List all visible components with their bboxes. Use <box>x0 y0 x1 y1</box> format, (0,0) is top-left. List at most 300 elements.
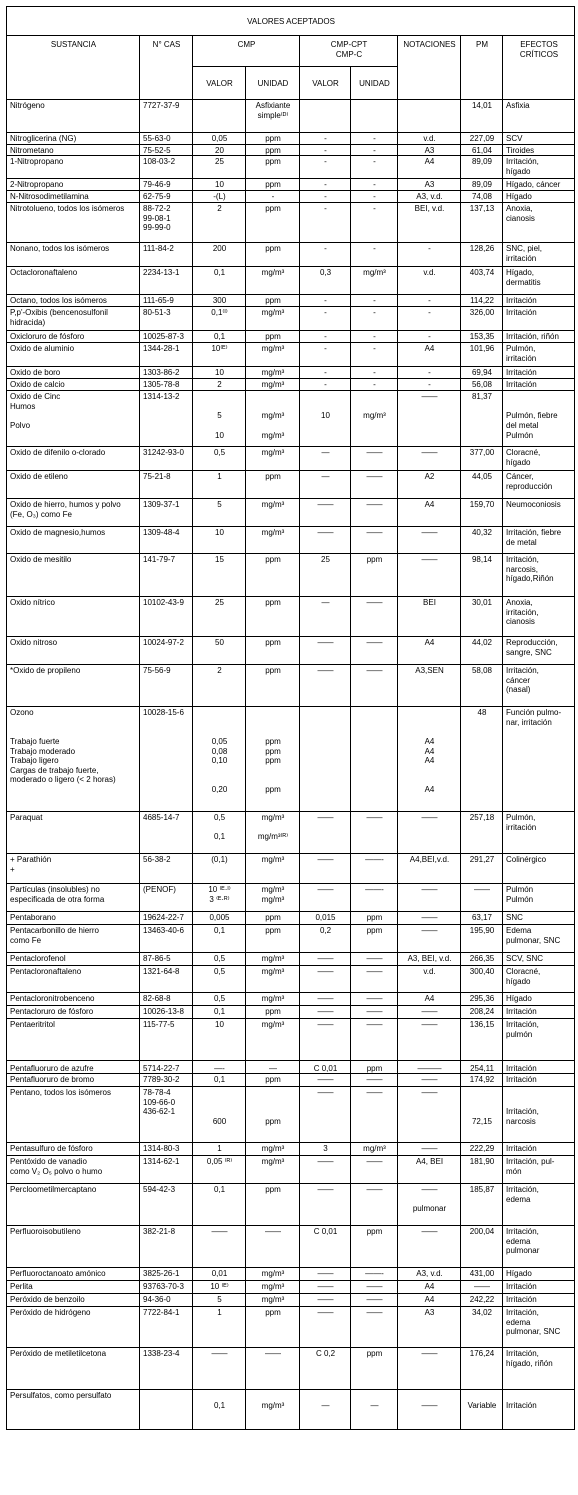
cell-pm: 89,09 <box>461 179 503 191</box>
cell-cas: 1314-62-1 <box>140 1156 193 1184</box>
cell-cas: 7727-37-9 <box>140 100 193 133</box>
cell-cmp-unidad: mg/m³ mg/m³ <box>246 884 300 912</box>
cell-cmp-unidad: ppm <box>246 912 300 925</box>
table-row <box>7 1294 575 1307</box>
cell-sustancia: Pentóxido de vanadio como V₂ O₅ polvo o humo <box>7 1156 140 1184</box>
cell-cas: 10025-87-3 <box>140 331 193 343</box>
cell-cas: 7789-30-2 <box>140 1074 193 1087</box>
cell-cmp-valor: 5 <box>193 1294 246 1307</box>
cell-cpt-unidad: - <box>351 203 398 243</box>
cell-pm: 30,01 <box>461 597 503 637</box>
cell-cas: 55-63-0 <box>140 133 193 145</box>
table-row <box>7 295 575 307</box>
cell-sustancia: Oxido de hierro, humos y polvo (Fe, O₃) como Fe <box>7 499 140 527</box>
cell-sustancia: Perfluoroctanoato amónico <box>7 1268 140 1281</box>
cell-notaciones: A4 <box>398 499 461 527</box>
cell-pm: 101,96 <box>461 343 503 367</box>
cell-cpt-valor: - <box>300 379 351 391</box>
cell-cmp-unidad: mg/m³ <box>246 1390 300 1430</box>
cell-cmp-unidad: mg/m³ <box>246 307 300 331</box>
cell-efectos: Irritación, pulmón <box>503 1019 575 1061</box>
cell-pm: 257,18 <box>461 812 503 854</box>
cell-efectos: Irritación <box>503 1281 575 1294</box>
cell-efectos: Neumoconiosis <box>503 499 575 527</box>
cell-cmp-valor: 0,05 <box>193 133 246 145</box>
cell-sustancia: Nitrógeno <box>7 100 140 133</box>
cell-cpt-unidad: ppm <box>351 554 398 597</box>
cell-cmp-unidad: ppm <box>246 144 300 156</box>
cell-efectos: Irritación <box>503 295 575 307</box>
cell-cas: 56-38-2 <box>140 854 193 884</box>
cell-cmp-valor: 10 <box>193 179 246 191</box>
cell-cmp-valor: 0,1 <box>193 331 246 343</box>
cell-cmp-unidad: mg/m³ <box>246 367 300 379</box>
table-row <box>7 527 575 554</box>
cell-cas: 141-79-7 <box>140 554 193 597</box>
cell-efectos: SNC <box>503 912 575 925</box>
cell-notaciones: A3,SEN <box>398 665 461 707</box>
cell-cmp-unidad: ppm <box>246 1087 300 1143</box>
cell-cpt-unidad: —— <box>351 812 398 854</box>
cell-notaciones: —— <box>398 912 461 925</box>
table-row <box>7 554 575 597</box>
cell-notaciones: A4 <box>398 637 461 665</box>
cell-cas: 19624-22-7 <box>140 912 193 925</box>
cell-cmp-valor: 200 <box>193 243 246 267</box>
cell-cpt-valor <box>300 100 351 133</box>
cell-cmp-valor: 2 <box>193 203 246 243</box>
cell-cmp-valor: 50 <box>193 637 246 665</box>
cell-cmp-unidad: mg/m³ <box>246 1143 300 1156</box>
cell-cmp-valor: —- <box>193 1061 246 1074</box>
cell-efectos: Cáncer, reproducción <box>503 471 575 499</box>
cell-cpt-valor: —— <box>300 499 351 527</box>
cell-cmp-valor: —— <box>193 1348 246 1390</box>
cell-cas: 94-36-0 <box>140 1294 193 1307</box>
cell-cmp-unidad: mg/m³ <box>246 499 300 527</box>
cell-cpt-unidad: —— <box>351 993 398 1006</box>
cell-notaciones: - <box>398 307 461 331</box>
cell-cpt-unidad: —— <box>351 471 398 499</box>
cell-cas: 1344-28-1 <box>140 343 193 367</box>
cell-sustancia: Pentaeritritol <box>7 1019 140 1061</box>
cell-cpt-valor: —— <box>300 1087 351 1143</box>
cell-cpt-unidad: ppm <box>351 925 398 953</box>
cell-sustancia: 2-Nitropropano <box>7 179 140 191</box>
cell-cmp-valor: 0,5 <box>193 966 246 993</box>
cell-sustancia: Oxido de aluminio <box>7 343 140 367</box>
header-cmp-cpt: CMP-CPT CMP-C <box>300 36 398 67</box>
cell-notaciones: —— <box>398 1390 461 1430</box>
cell-sustancia: Pentacloronaftaleno <box>7 966 140 993</box>
cell-efectos: Irritación, pul- món <box>503 1156 575 1184</box>
cell-cmp-unidad: ppm <box>246 597 300 637</box>
table-row <box>7 267 575 295</box>
cell-cmp-unidad: ppm ppm ppm ppm <box>246 707 300 812</box>
cell-cmp-unidad: Asfixiante simple⁽ᴰ⁾ <box>246 100 300 133</box>
cell-cmp-valor: 10 <box>193 1019 246 1061</box>
cell-cmp-valor: 0,05 ⁽ᴿ⁾ <box>193 1156 246 1184</box>
cell-notaciones: —— <box>398 884 461 912</box>
cell-cmp-valor: 10⁽ᴱ⁾ <box>193 343 246 367</box>
cell-sustancia: Pentacloruro de fósforo <box>7 1006 140 1019</box>
cell-cmp-valor: 2 <box>193 665 246 707</box>
cell-cmp-unidad: — <box>246 1061 300 1074</box>
cell-sustancia: Octano, todos los isómeros <box>7 295 140 307</box>
cell-efectos: Irritación, narcosis <box>503 1087 575 1143</box>
cell-cas: 594-42-3 <box>140 1184 193 1226</box>
cell-cpt-unidad: - <box>351 191 398 203</box>
cell-cpt-valor: - <box>300 156 351 179</box>
cell-efectos: Pulmón Pulmón <box>503 884 575 912</box>
cell-pm: 61,04 <box>461 144 503 156</box>
cell-cpt-valor: —— <box>300 1307 351 1348</box>
cell-cmp-valor: 0,1⁽ᴵ⁾ <box>193 307 246 331</box>
cell-cpt-unidad: — <box>351 1390 398 1430</box>
cell-efectos: Colinérgico <box>503 854 575 884</box>
cell-pm: 242,22 <box>461 1294 503 1307</box>
cell-cpt-unidad: —— <box>351 665 398 707</box>
table-row <box>7 1226 575 1268</box>
table-row <box>7 144 575 156</box>
cell-notaciones: —— <box>398 1143 461 1156</box>
cell-cpt-unidad: —— <box>351 1294 398 1307</box>
cell-cas: 1321-64-8 <box>140 966 193 993</box>
cell-pm: 295,36 <box>461 993 503 1006</box>
cell-cmp-valor: (0,1) <box>193 854 246 884</box>
cell-cpt-valor: —— <box>300 1268 351 1281</box>
cell-cpt-unidad: - <box>351 331 398 343</box>
cell-pm: 195,90 <box>461 925 503 953</box>
cell-cmp-valor: 0,01 <box>193 1268 246 1281</box>
cell-cpt-unidad: - <box>351 307 398 331</box>
cell-pm: 48 <box>461 707 503 812</box>
cell-notaciones: A2 <box>398 471 461 499</box>
cell-sustancia: Pentaclorofenol <box>7 953 140 966</box>
table-row <box>7 912 575 925</box>
cell-notaciones: - <box>398 331 461 343</box>
document <box>6 6 574 1430</box>
table-row <box>7 191 575 203</box>
table-row <box>7 179 575 191</box>
cell-cmp-valor: 600 <box>193 1087 246 1143</box>
cell-cpt-valor <box>300 707 351 812</box>
cell-cas: 10026-13-8 <box>140 1006 193 1019</box>
cell-efectos: Hígado, dermatitis <box>503 267 575 295</box>
cell-efectos: Irritación, edema pulmonar <box>503 1226 575 1268</box>
cell-efectos: Irritación <box>503 1061 575 1074</box>
cell-sustancia: Oxido de etileno <box>7 471 140 499</box>
cell-efectos: Hígado <box>503 1268 575 1281</box>
cell-pm: 74,08 <box>461 191 503 203</box>
cell-pm: 14,01 <box>461 100 503 133</box>
cell-cas: 31242-93-0 <box>140 447 193 471</box>
table-row <box>7 1019 575 1061</box>
cell-cmp-unidad: ppm <box>246 331 300 343</box>
table-row <box>7 471 575 499</box>
header-efectos: EFECTOS CRÍTICOS <box>503 36 575 100</box>
cell-sustancia: Persulfatos, como persulfato <box>7 1390 140 1430</box>
table-row <box>7 100 575 133</box>
cell-cas: 75-52-5 <box>140 144 193 156</box>
cell-notaciones: —— <box>398 1226 461 1268</box>
cell-cas: 75-21-8 <box>140 471 193 499</box>
table-row <box>7 665 575 707</box>
cell-efectos: Irritación <box>503 307 575 331</box>
cell-cpt-unidad: —— <box>351 1087 398 1143</box>
cell-cas: 1309-48-4 <box>140 527 193 554</box>
cell-cas: (PENOF) <box>140 884 193 912</box>
cell-cas: 1309-37-1 <box>140 499 193 527</box>
cell-cpt-valor: —— <box>300 953 351 966</box>
table-row <box>7 1348 575 1390</box>
table-row <box>7 597 575 637</box>
cell-notaciones: - <box>398 295 461 307</box>
header-valor-2: VALOR <box>300 67 351 100</box>
cell-sustancia: + Parathión + <box>7 854 140 884</box>
cell-notaciones: - <box>398 367 461 379</box>
cell-cmp-unidad: mg/m³ <box>246 447 300 471</box>
cell-cmp-valor: 10 <box>193 367 246 379</box>
cell-pm: 40,32 <box>461 527 503 554</box>
cell-cpt-unidad: ppm <box>351 1226 398 1268</box>
cell-cmp-unidad: mg/m³ mg/m³ <box>246 391 300 447</box>
cell-cpt-valor: C 0,01 <box>300 1061 351 1074</box>
cell-cmp-unidad: mg/m³ <box>246 343 300 367</box>
cell-cmp-valor: 0,05 0,08 0,10 0,20 <box>193 707 246 812</box>
cell-efectos: Reproducción, sangre, SNC <box>503 637 575 665</box>
cell-cas: 5714-22-7 <box>140 1061 193 1074</box>
cell-efectos: Asfixia <box>503 100 575 133</box>
cell-cpt-unidad <box>351 707 398 812</box>
cell-pm: 300,40 <box>461 966 503 993</box>
cell-notaciones: A3 <box>398 1307 461 1348</box>
cell-cpt-valor: - <box>300 203 351 243</box>
cell-pm: 326,00 <box>461 307 503 331</box>
cell-cpt-valor: 10 <box>300 391 351 447</box>
cell-pm: Variable <box>461 1390 503 1430</box>
cell-sustancia: P,p'-Oxibis (bencenosulfonil hidracida) <box>7 307 140 331</box>
cell-sustancia: N-Nitrosodimetilamina <box>7 191 140 203</box>
cell-efectos: Irritación, hígado, riñón <box>503 1348 575 1390</box>
cell-pm: 181,90 <box>461 1156 503 1184</box>
cell-pm: 58,08 <box>461 665 503 707</box>
cell-notaciones: v.d. <box>398 966 461 993</box>
table-row <box>7 243 575 267</box>
cell-pm: 227,09 <box>461 133 503 145</box>
cell-notaciones <box>398 100 461 133</box>
cell-efectos: Función pulmo- nar, irritación <box>503 707 575 812</box>
cell-cmp-valor: 0,5 <box>193 447 246 471</box>
cell-pm: 377,00 <box>461 447 503 471</box>
cell-notaciones: A4 A4 A4 A4 <box>398 707 461 812</box>
cell-pm: 266,35 <box>461 953 503 966</box>
cell-sustancia: Nitrotolueno, todos los isómeros <box>7 203 140 243</box>
cell-pm: 98,14 <box>461 554 503 597</box>
cell-pm: 44,02 <box>461 637 503 665</box>
cell-efectos: Anoxia, irritación, cianosis <box>503 597 575 637</box>
cell-cpt-unidad: - <box>351 133 398 145</box>
cell-cpt-valor: - <box>300 133 351 145</box>
cell-notaciones: - <box>398 379 461 391</box>
cell-pm: —— <box>461 1281 503 1294</box>
cell-cas <box>140 1390 193 1430</box>
header-unidad: UNIDAD <box>246 67 300 100</box>
cell-sustancia: Octacloronaftaleno <box>7 267 140 295</box>
cell-cpt-valor: —— <box>300 1019 351 1061</box>
cell-cmp-unidad: mg/m³ <box>246 953 300 966</box>
cell-notaciones: —— <box>398 1087 461 1143</box>
cell-cpt-valor: - <box>300 331 351 343</box>
cell-cmp-unidad: ppm <box>246 471 300 499</box>
table-row <box>7 1390 575 1430</box>
cell-cmp-valor: 1 <box>193 1307 246 1348</box>
table-row <box>7 884 575 912</box>
cell-sustancia: Peróxido de hidrógeno <box>7 1307 140 1348</box>
cell-efectos: Irritación, edema <box>503 1184 575 1226</box>
cell-cpt-valor: - <box>300 191 351 203</box>
cell-cpt-valor: - <box>300 144 351 156</box>
cell-cpt-unidad: - <box>351 144 398 156</box>
cell-cas: 10102-43-9 <box>140 597 193 637</box>
cell-cpt-unidad: - <box>351 367 398 379</box>
cell-efectos: Anoxia, cianosis <box>503 203 575 243</box>
cell-sustancia: Perfluoroisobutileno <box>7 1226 140 1268</box>
table-row <box>7 1307 575 1348</box>
cell-cpt-unidad: ppm <box>351 1348 398 1390</box>
cell-sustancia: 1-Nitropropano <box>7 156 140 179</box>
cell-cpt-unidad: —— <box>351 1281 398 1294</box>
cell-cmp-valor: 0,1 <box>193 1074 246 1087</box>
values-table <box>6 6 575 1430</box>
cell-cmp-valor: 1 <box>193 471 246 499</box>
cell-cpt-unidad: ——- <box>351 884 398 912</box>
cell-cpt-valor: —— <box>300 966 351 993</box>
cell-cpt-valor: - <box>300 367 351 379</box>
cell-cpt-unidad <box>351 100 398 133</box>
cell-pm: 56,08 <box>461 379 503 391</box>
cell-cas: 3825-26-1 <box>140 1268 193 1281</box>
cell-efectos: Hígado, cáncer <box>503 179 575 191</box>
cell-cmp-unidad: ppm <box>246 243 300 267</box>
cell-pm: 176,24 <box>461 1348 503 1390</box>
cell-cmp-unidad: ppm <box>246 1307 300 1348</box>
cell-cpt-unidad: —— <box>351 1006 398 1019</box>
table-row <box>7 1087 575 1143</box>
cell-cas: 13463-40-6 <box>140 925 193 953</box>
cell-cmp-unidad: mg/m³ <box>246 993 300 1006</box>
cell-notaciones: - <box>398 243 461 267</box>
cell-sustancia: Peróxido de benzoilo <box>7 1294 140 1307</box>
cell-cmp-valor: 0,5 <box>193 993 246 1006</box>
cell-sustancia: Perlita <box>7 1281 140 1294</box>
cell-efectos: Irritación, hígado <box>503 156 575 179</box>
cell-notaciones: —— <box>398 447 461 471</box>
cell-cmp-unidad: ppm <box>246 156 300 179</box>
cell-pm: 63,17 <box>461 912 503 925</box>
cell-cmp-unidad: - <box>246 191 300 203</box>
cell-cmp-unidad: mg/m³ <box>246 1281 300 1294</box>
cell-cpt-unidad: - <box>351 379 398 391</box>
cell-efectos: Irritación <box>503 1074 575 1087</box>
cell-notaciones: A3, v.d. <box>398 1268 461 1281</box>
table-row <box>7 499 575 527</box>
cell-notaciones: BEI, v.d. <box>398 203 461 243</box>
cell-sustancia: Oxido de mesitilo <box>7 554 140 597</box>
cell-cmp-valor: 0,5 0,1 <box>193 812 246 854</box>
cell-notaciones: —— pulmonar <box>398 1184 461 1226</box>
cell-cmp-unidad: mg/m³ <box>246 1294 300 1307</box>
cell-cas: 80-51-3 <box>140 307 193 331</box>
cell-cpt-valor: —— <box>300 1294 351 1307</box>
table-row <box>7 203 575 243</box>
cell-sustancia: Pentacarbonillo de hierro como Fe <box>7 925 140 953</box>
table-row <box>7 925 575 953</box>
cell-cmp-unidad: mg/m³ <box>246 966 300 993</box>
cell-cpt-valor: —— <box>300 1184 351 1226</box>
cell-cmp-unidad: ppm <box>246 925 300 953</box>
cell-cpt-unidad: —— <box>351 499 398 527</box>
cell-cmp-unidad: mg/m³ <box>246 527 300 554</box>
cell-cmp-valor: 0,1 <box>193 1390 246 1430</box>
cell-pm: —— <box>461 884 503 912</box>
table-title: VALORES ACEPTADOS <box>7 7 575 36</box>
table-row <box>7 1143 575 1156</box>
cell-cas: 1314-80-3 <box>140 1143 193 1156</box>
cell-cas: 75-56-9 <box>140 665 193 707</box>
cell-notaciones: —— <box>398 1019 461 1061</box>
cell-sustancia: Nonano, todos los isómeros <box>7 243 140 267</box>
cell-cpt-unidad: mg/m³ <box>351 267 398 295</box>
cell-pm: 136,15 <box>461 1019 503 1061</box>
cell-pm: 222,29 <box>461 1143 503 1156</box>
cell-notaciones: v.d. <box>398 133 461 145</box>
cell-efectos: Tiroides <box>503 144 575 156</box>
cell-cas: 111-84-2 <box>140 243 193 267</box>
cell-pm: 174,92 <box>461 1074 503 1087</box>
cell-cas: 1314-13-2 <box>140 391 193 447</box>
cell-efectos: Irritación <box>503 1390 575 1430</box>
cell-cmp-unidad: —— <box>246 1348 300 1390</box>
cell-cmp-valor: 1 <box>193 1143 246 1156</box>
cell-cpt-valor: —— <box>300 854 351 884</box>
cell-cas: 93763-70-3 <box>140 1281 193 1294</box>
cell-cpt-valor: —— <box>300 665 351 707</box>
table-row <box>7 1268 575 1281</box>
cell-pm: 159,70 <box>461 499 503 527</box>
cell-efectos: Pulmón, irritación <box>503 812 575 854</box>
cell-sustancia: Percloometilmercaptano <box>7 1184 140 1226</box>
cell-cpt-unidad: ——- <box>351 854 398 884</box>
cell-sustancia: Ozono Trabajo fuerte Trabajo moderado Trabajo ligero Cargas de trabajo fuerte, moderado o ligero (< 2 horas) <box>7 707 140 812</box>
cell-cpt-valor: 0,3 <box>300 267 351 295</box>
cell-cpt-valor: —— <box>300 1281 351 1294</box>
cell-sustancia: Oxido de Cinc Humos Polvo <box>7 391 140 447</box>
cell-notaciones: —— <box>398 554 461 597</box>
cell-cpt-valor: - <box>300 343 351 367</box>
cell-cas: 7722-84-1 <box>140 1307 193 1348</box>
cell-cmp-valor: 10 <box>193 527 246 554</box>
cell-cmp-valor <box>193 100 246 133</box>
cell-cmp-valor: 20 <box>193 144 246 156</box>
cell-efectos: Hígado <box>503 993 575 1006</box>
cell-pm: 137,13 <box>461 203 503 243</box>
cell-sustancia: Oxido de magnesio,humos <box>7 527 140 554</box>
cell-notaciones: A3 <box>398 179 461 191</box>
cell-cmp-unidad: mg/m³ mg/m³⁽ᴿ⁾ <box>246 812 300 854</box>
cell-cmp-unidad: mg/m³ <box>246 1156 300 1184</box>
cell-cpt-unidad: —— <box>351 637 398 665</box>
